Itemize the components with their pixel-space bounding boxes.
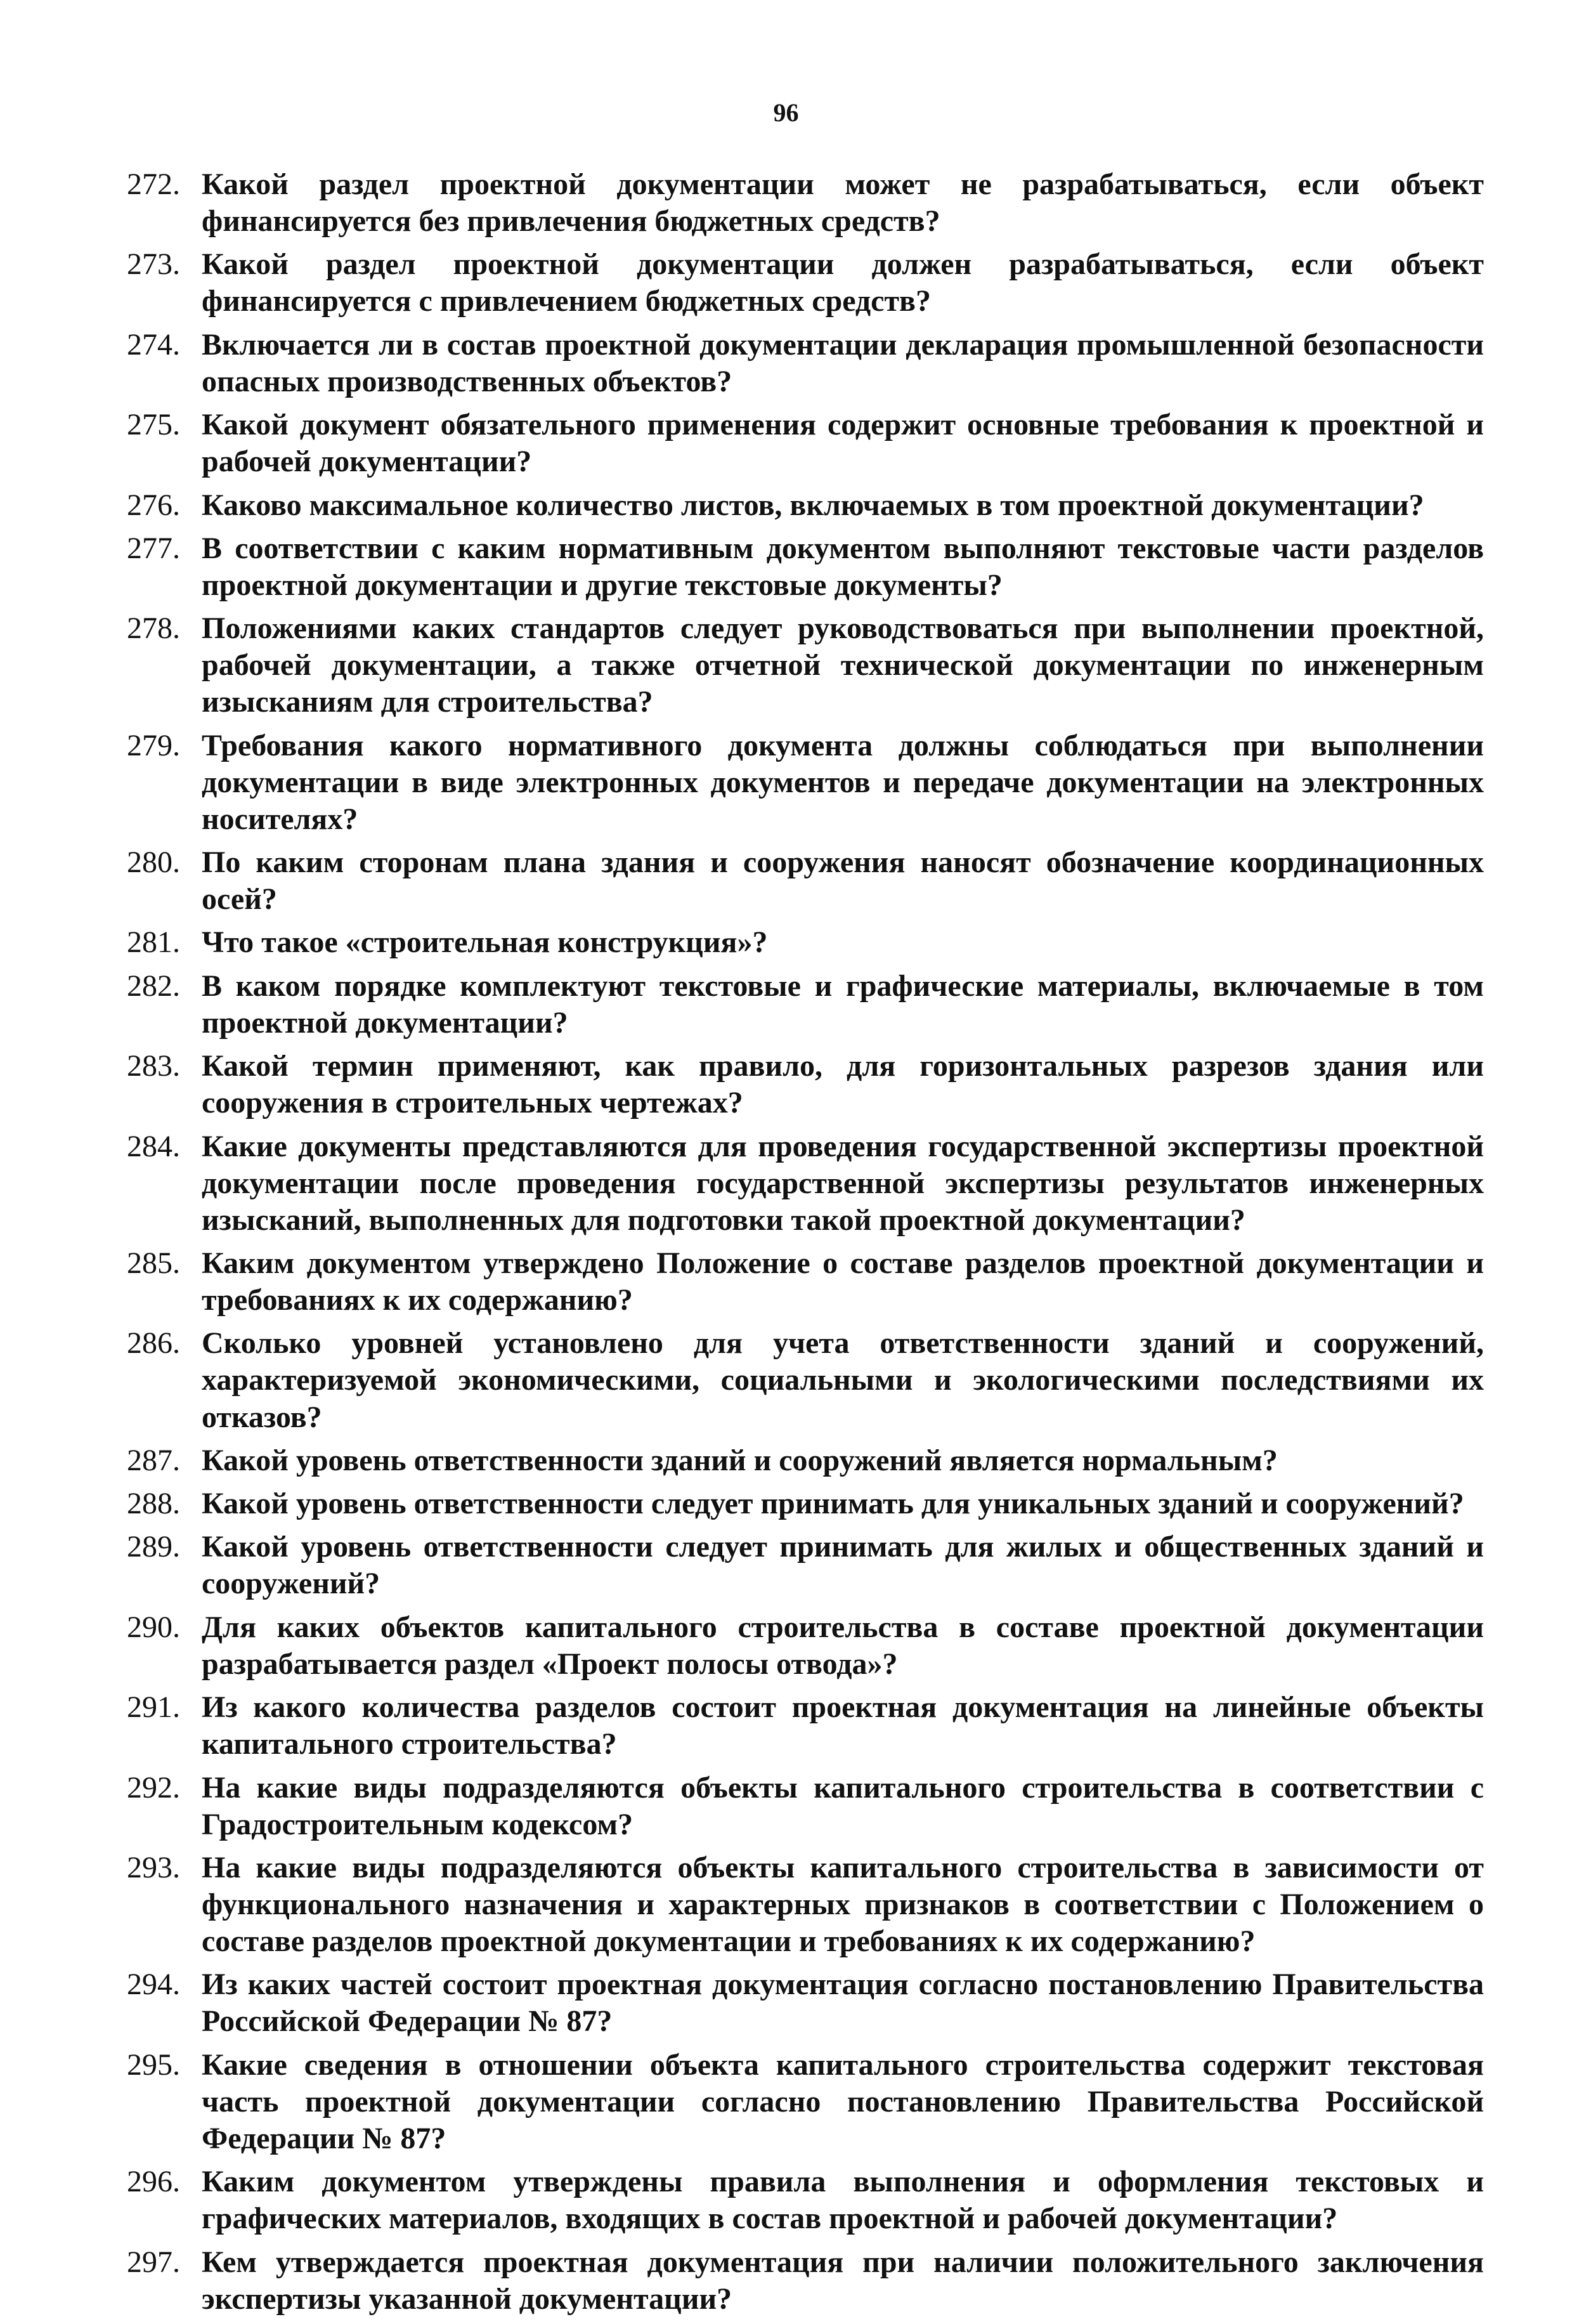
question-number: 295. [127,2047,180,2082]
question-number: 291. [127,1690,180,1725]
question-number: 281. [127,925,180,960]
question-number: 286. [127,1326,180,1361]
question-number: 289. [127,1530,180,1564]
question-number: 272. [127,167,180,201]
question-item [120,728,1484,838]
question-number: 278. [127,611,180,646]
question-text: В соответствии с каким нормативным документом выполняют текстовые части разделов проектной документации и другие текстовые документы? [202,531,1484,602]
question-number: 277. [127,531,180,565]
question-text: Какой документ обязательного применения содержит основные требования к проектной и рабочей документации? [202,408,1484,479]
question-number: 279. [127,728,180,762]
question-item [120,487,1484,524]
question-number: 287. [127,1443,180,1477]
question-text: Какой раздел проектной документации может не разрабатываться, если объект финансируется без привлечения бюджетных средств? [202,167,1484,238]
question-text: На какие виды подразделяются объекты капитального строительства в зависимости от функционального назначения и характерных признаков в соответствии с Положением о составе разделов проектной документации и требованиях к их содержанию? [202,1850,1484,1959]
question-text: Сколько уровней установлено для учета ответственности зданий и сооружений, характеризуемой экономическими, социальными и экологическими последствиями их отказов? [202,1326,1484,1434]
question-number: 283. [127,1049,180,1083]
question-item [120,1128,1484,1239]
question-text: Какие документы представляются для проведения государственной экспертизы проектной документации после проведения государственной экспертизы результатов инженерных изысканий, выполненных для подготовки такой проектной документации? [202,1129,1484,1237]
question-number: 292. [127,1770,180,1805]
question-text: Каким документом утверждены правила выполнения и оформления текстовых и графических материалов, входящих в состав проектной и рабочей документации? [202,2165,1484,2236]
question-item [120,407,1484,480]
question-text: Требования какого нормативного документа должны соблюдаться при выполнении документации в виде электронных документов и передаче документации на электронных носителях? [202,728,1484,836]
question-text: Какой уровень ответственности следует принимать для уникальных зданий и сооружений? [202,1487,1464,1521]
question-number: 293. [127,1850,180,1884]
question-text: По каким сторонам плана здания и сооружения наносят обозначение координационных осей? [202,845,1484,917]
question-item [120,1689,1484,1763]
question-text: Каково максимальное количество листов, включаемых в том проектной документации? [202,488,1424,522]
question-number: 290. [127,1610,180,1644]
question-list [120,166,1484,2324]
question-number: 288. [127,1487,180,1521]
question-number: 285. [127,1246,180,1280]
question-text: Положениями каких стандартов следует руководствоваться при выполнении проектной, рабочей документации, а также отчетной технической документации по инженерным изысканиям для строительства? [202,611,1484,719]
question-text: Какой уровень ответственности зданий и сооружений является нормальным? [202,1443,1278,1477]
question-item [120,1245,1484,1319]
question-number: 296. [127,2165,180,2199]
question-item [120,1048,1484,1121]
question-number: 275. [127,408,180,442]
question-item [120,246,1484,320]
question-text: Какой термин применяют, как правило, для горизонтальных разрезов здания или сооружения в строительных чертежах? [202,1049,1484,1120]
question-item [120,1609,1484,1683]
question-text: Из какого количества разделов состоит проектная документация на линейные объекты капитального строительства? [202,1690,1484,1761]
question-text: Какой уровень ответственности следует принимать для жилых и общественных зданий и сооружений? [202,1530,1484,1601]
question-item [120,1529,1484,1602]
question-number: 280. [127,845,180,880]
question-text: В каком порядке комплектуют текстовые и графические материалы, включаемые в том проектной документации? [202,969,1484,1040]
question-text: Какие сведения в отношении объекта капитального строительства содержит текстовая часть проектной документации согласно постановлению Правительства Российской Федерации № 87? [202,2047,1484,2155]
question-number: 276. [127,488,180,522]
question-number: 282. [127,969,180,1003]
question-number: 297. [127,2245,180,2279]
question-item [120,1442,1484,1479]
question-number: 274. [127,327,180,362]
question-text: Для каких объектов капитального строительства в составе проектной документации разрабатывается раздел «Проект полосы отвода»? [202,1610,1484,1681]
question-item [120,2047,1484,2157]
question-number: 294. [127,1968,180,2002]
page-number: 96 [773,98,799,127]
question-number: 284. [127,1129,180,1163]
question-text: Что такое «строительная конструкция»? [202,925,768,960]
question-item [120,1850,1484,1960]
question-item [120,610,1484,721]
question-item [120,530,1484,604]
question-item [120,2244,1484,2318]
question-item [120,2164,1484,2237]
question-text: Из каких частей состоит проектная документация согласно постановлению Правительства Российской Федерации № 87? [202,1968,1484,2039]
question-text: Каким документом утверждено Положение о составе разделов проектной документации и требованиях к их содержанию? [202,1246,1484,1317]
question-item [120,166,1484,240]
question-item [120,1325,1484,1435]
question-item [120,1770,1484,1843]
question-text: Включается ли в состав проектной документации декларация промышленной безопасности опасных производственных объектов? [202,327,1484,398]
question-text: Кем утверждается проектная документация при наличии положительного заключения экспертизы указанной документации? [202,2245,1484,2316]
question-text: Какой раздел проектной документации должен разрабатываться, если объект финансируется с привлечением бюджетных средств? [202,247,1484,318]
question-item [120,327,1484,400]
question-number: 273. [127,247,180,282]
question-item [120,924,1484,961]
question-item [120,1966,1484,2040]
question-text: На какие виды подразделяются объекты капитального строительства в соответствии с Градостроительным кодексом? [202,1770,1484,1841]
question-item [120,844,1484,918]
question-item [120,968,1484,1041]
question-item [120,1485,1484,1522]
